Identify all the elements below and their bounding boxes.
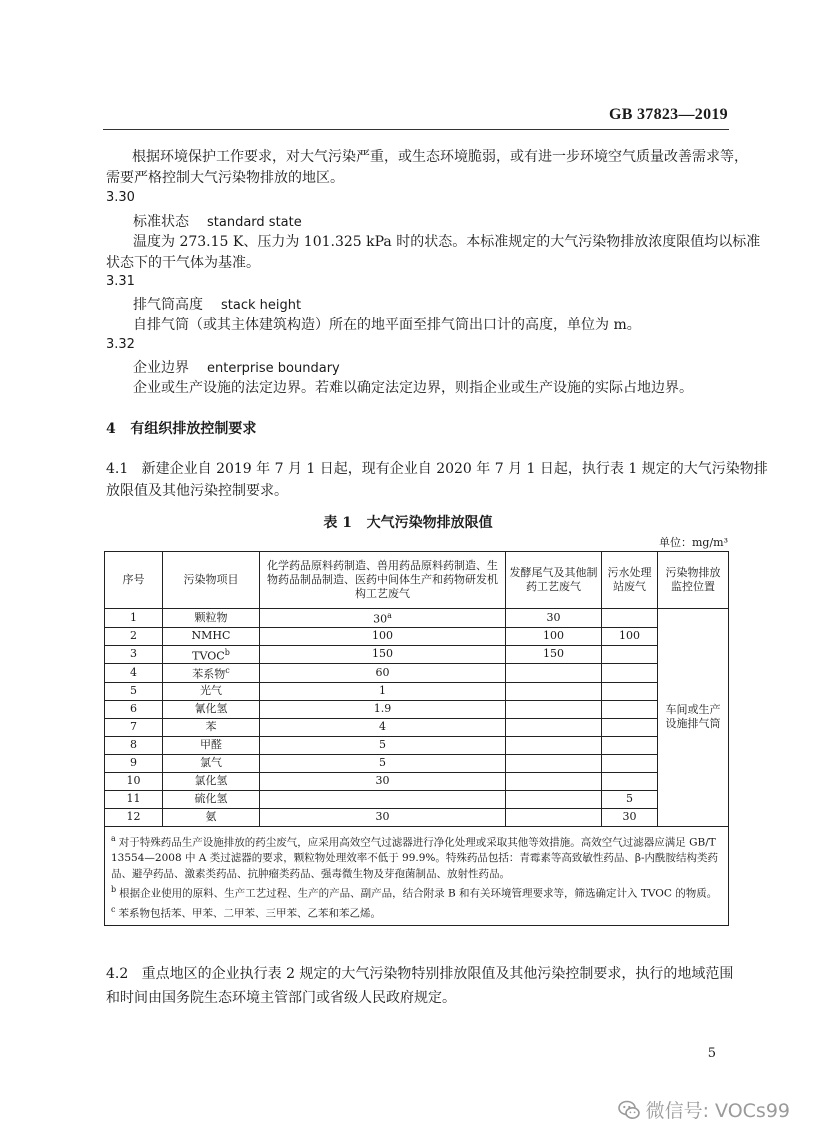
cell-pollutant: 氯化氢 xyxy=(163,772,260,790)
table-row xyxy=(105,627,729,645)
value: 苯系物 xyxy=(192,667,226,681)
cell-limit-a: 30 xyxy=(260,808,506,826)
cell-monitor-location: 车间或生产设施排气筒 xyxy=(658,609,729,827)
cell-limit-b xyxy=(506,682,602,700)
table-note-b xyxy=(111,882,722,902)
header-pollutant: 污染物项目 xyxy=(163,552,260,609)
note-text: 苯系物包括苯、甲苯、二甲苯、三甲苯、乙苯和苯乙烯。 xyxy=(118,907,381,920)
cell-limit-c: 30 xyxy=(602,808,658,826)
table-row xyxy=(105,664,729,683)
table-row xyxy=(105,700,729,718)
header-api-process: 化学药品原料药制造、兽用药品原料药制造、生物药品制品制造、医药中间体生产和药物研发机构工艺废气 xyxy=(260,552,506,609)
standard-number: GB 37823—2019 xyxy=(608,106,728,123)
table-unit: 单位：mg/m³ xyxy=(658,536,728,549)
table-row xyxy=(105,609,729,628)
table-notes xyxy=(105,826,729,926)
table-row xyxy=(105,772,729,790)
wechat-watermark xyxy=(618,1096,790,1123)
cell-limit-c xyxy=(602,772,658,790)
cell-limit-c xyxy=(602,736,658,754)
note-text: 根据企业使用的原料、生产工艺过程、生产的产品、副产品，结合附录 B 和有关环境管理要求等，筛选确定计入 TVOC 的物质。 xyxy=(119,887,718,900)
cell-pollutant: 氯气 xyxy=(163,754,260,772)
table-row xyxy=(105,790,729,808)
note-mark: c xyxy=(111,904,116,914)
cell-limit-a: 100 xyxy=(260,627,506,645)
term-cn: 企业边界 xyxy=(133,360,189,376)
footnote-mark: b xyxy=(224,647,230,657)
cell-pollutant: 氰化氢 xyxy=(163,700,260,718)
cell-pollutant: 氨 xyxy=(163,808,260,826)
cell-limit-c xyxy=(602,664,658,683)
cell-pollutant: 颗粒物 xyxy=(163,609,260,628)
note-mark: b xyxy=(111,885,117,895)
cell-no: 11 xyxy=(105,790,163,808)
note-mark: a xyxy=(111,833,116,843)
cell-pollutant: 苯 xyxy=(163,718,260,736)
header-no: 序号 xyxy=(105,552,163,609)
footnote-mark: c xyxy=(225,666,230,676)
cell-limit-c xyxy=(602,645,658,664)
table-note-a xyxy=(111,831,722,883)
value: TVOC xyxy=(192,649,225,663)
paragraph-3-31-line1: 自排气筒（或其主体建筑构造）所在的地平面至排气筒出口计的高度，单位为 m。 xyxy=(133,317,641,333)
cell-limit-a: 150 xyxy=(260,645,506,664)
cell-no: 2 xyxy=(105,627,163,645)
header-rule xyxy=(103,129,729,130)
cell-limit-c: 100 xyxy=(602,627,658,645)
table-header-row xyxy=(105,552,729,609)
term-3-32 xyxy=(133,357,340,377)
cell-limit-a: 1 xyxy=(260,682,506,700)
cell-limit-b: 100 xyxy=(506,627,602,645)
term-en: enterprise boundary xyxy=(207,361,340,376)
cell-pollutant: 甲醛 xyxy=(163,736,260,754)
cell-pollutant: 硫化氢 xyxy=(163,790,260,808)
cell-limit-b xyxy=(506,754,602,772)
cell-limit-a xyxy=(260,790,506,808)
table-note-c xyxy=(111,902,722,922)
cell-limit-c xyxy=(602,700,658,718)
cell-limit-b: 30 xyxy=(506,609,602,628)
table-row xyxy=(105,682,729,700)
table-row xyxy=(105,736,729,754)
emission-limits-table xyxy=(104,551,729,926)
cell-limit-c xyxy=(602,682,658,700)
cell-limit-b: 150 xyxy=(506,645,602,664)
cell-limit-b xyxy=(506,808,602,826)
page-number: 5 xyxy=(707,1046,716,1061)
paragraph-4-2-line2: 和时间由国务院生态环境主管部门或省级人民政府规定。 xyxy=(106,990,456,1006)
cell-pollutant xyxy=(163,645,260,664)
table-row xyxy=(105,808,729,826)
cell-no: 8 xyxy=(105,736,163,754)
header-wastewater: 污水处理站废气 xyxy=(602,552,658,609)
cell-limit-a xyxy=(260,609,506,628)
paragraph-3-32-line1: 企业或生产设施的法定边界。若难以确定法定边界，则指企业或生产设施的实际占地边界。 xyxy=(133,380,693,396)
cell-limit-b xyxy=(506,772,602,790)
cell-limit-c xyxy=(602,718,658,736)
cell-limit-c xyxy=(602,754,658,772)
cell-limit-b xyxy=(506,790,602,808)
cell-limit-c xyxy=(602,609,658,628)
cell-pollutant: NMHC xyxy=(163,627,260,645)
cell-no: 3 xyxy=(105,645,163,664)
section-number-3-32: 3.32 xyxy=(106,337,135,352)
cell-no: 9 xyxy=(105,754,163,772)
cell-limit-b xyxy=(506,700,602,718)
note-text: 对于特殊药品生产设施排放的药尘废气，应采用高效空气过滤器进行净化处理或采取其他等效措施。高效空气过滤器应满足 GB/T 13554—2008 中 A 类过滤器的要求，颗粒物处理效率不低于 99.9%。特殊药品包括：青霉素等高致敏性药品、β-内酰胺结构类药品、避孕药品、激素类药品、抗肿瘤类药品、强毒微生物及芽孢菌制品、放射性药品。 xyxy=(111,836,719,881)
watermark-text: 微信号: VOCs99 xyxy=(645,1100,790,1122)
cell-limit-a: 5 xyxy=(260,754,506,772)
cell-no: 5 xyxy=(105,682,163,700)
cell-limit-a: 30 xyxy=(260,772,506,790)
term-en: standard state xyxy=(207,215,302,230)
cell-limit-a: 4 xyxy=(260,718,506,736)
paragraph-3-30-line1: 温度为 273.15 K、压力为 101.325 kPa 时的状态。本标准规定的大气污染物排放浓度限值均以标准 xyxy=(133,234,761,250)
paragraph-4-1-line2: 放限值及其他污染控制要求。 xyxy=(106,483,288,499)
table-row xyxy=(105,645,729,664)
cell-no: 7 xyxy=(105,718,163,736)
paragraph-3-29-line2: 需要严格控制大气污染物排放的地区。 xyxy=(106,170,344,186)
header-fermentation: 发酵尾气及其他制药工艺废气 xyxy=(506,552,602,609)
cell-pollutant: 光气 xyxy=(163,682,260,700)
term-en: stack height xyxy=(221,298,302,313)
section-heading-4: 4 有组织排放控制要求 xyxy=(106,421,257,437)
term-cn: 排气筒高度 xyxy=(133,297,203,313)
cell-no: 6 xyxy=(105,700,163,718)
cell-limit-a: 60 xyxy=(260,664,506,683)
cell-no: 1 xyxy=(105,609,163,628)
term-cn: 标准状态 xyxy=(133,214,189,230)
table-row xyxy=(105,754,729,772)
paragraph-3-30-line2: 状态下的干气体为基准。 xyxy=(106,255,260,271)
table-caption: 表 1 大气污染物排放限值 xyxy=(323,515,493,531)
cell-limit-b xyxy=(506,664,602,683)
cell-limit-b xyxy=(506,736,602,754)
paragraph-4-1-line1: 4.1 新建企业自 2019 年 7 月 1 日起，现有企业自 2020 年 7 月 1 日起，执行表 1 规定的大气污染物排 xyxy=(106,461,768,477)
section-number-3-31: 3.31 xyxy=(106,274,135,289)
table-notes-row xyxy=(105,826,729,926)
footnote-mark: a xyxy=(387,611,392,620)
cell-limit-c: 5 xyxy=(602,790,658,808)
cell-limit-a: 5 xyxy=(260,736,506,754)
header-monitor-location: 污染物排放监控位置 xyxy=(658,552,729,609)
table-row xyxy=(105,718,729,736)
paragraph-3-29-line1: 根据环境保护工作要求，对大气污染严重，或生态环境脆弱，或有进一步环境空气质量改善需求等， xyxy=(132,149,748,165)
paragraph-4-2-line1: 4.2 重点地区的企业执行表 2 规定的大气污染物特别排放限值及其他污染控制要求，执行的地域范围 xyxy=(106,966,734,982)
section-number-3-30: 3.30 xyxy=(106,190,135,205)
cell-no: 10 xyxy=(105,772,163,790)
wechat-icon xyxy=(618,1099,640,1121)
cell-limit-b xyxy=(506,718,602,736)
cell-no: 4 xyxy=(105,664,163,683)
cell-pollutant xyxy=(163,664,260,683)
value: 30 xyxy=(373,612,388,626)
term-3-31 xyxy=(133,294,301,314)
cell-limit-a: 1.9 xyxy=(260,700,506,718)
cell-no: 12 xyxy=(105,808,163,826)
term-3-30 xyxy=(133,211,302,231)
